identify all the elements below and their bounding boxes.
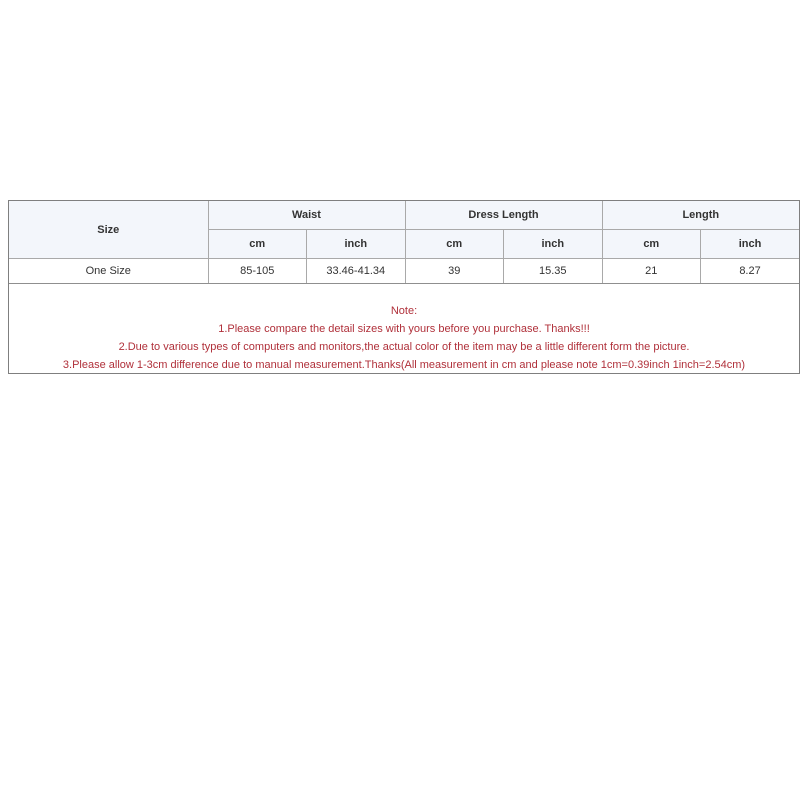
notes-block (9, 284, 799, 373)
header-row-groups (9, 201, 799, 230)
waist-cm-cell: 85-105 (208, 259, 307, 284)
waist-inch-cell: 33.46-41.34 (307, 259, 406, 284)
note-line-1: 1.Please compare the detail sizes with yours before you purchase. Thanks!!! (218, 323, 590, 335)
length-header: Length (602, 201, 799, 230)
waist-cm-header: cm (208, 230, 307, 259)
size-table (9, 201, 799, 284)
dress-length-cm-cell: 39 (405, 259, 504, 284)
note-line-3: 3.Please allow 1-3cm difference due to manual measurement.Thanks(All measurement in cm and please note 1cm=0.39inch 1inch=2.54cm) (62, 359, 746, 371)
length-inch-header: inch (701, 230, 800, 259)
length-cm-header: cm (602, 230, 701, 259)
dress-length-cm-header: cm (405, 230, 504, 259)
size-header: Size (9, 201, 208, 259)
dress-length-inch-cell: 15.35 (504, 259, 603, 284)
note-line-2: 2.Due to various types of computers and monitors,the actual color of the item may be a little different form the picture. (118, 341, 690, 353)
waist-inch-header: inch (307, 230, 406, 259)
size-chart (8, 200, 800, 374)
size-cell: One Size (9, 259, 208, 284)
length-cm-cell: 21 (602, 259, 701, 284)
length-inch-cell: 8.27 (701, 259, 800, 284)
waist-header: Waist (208, 201, 405, 230)
dress-length-header: Dress Length (405, 201, 602, 230)
dress-length-inch-header: inch (504, 230, 603, 259)
note-title: Note: (390, 305, 418, 317)
table-row (9, 259, 799, 284)
